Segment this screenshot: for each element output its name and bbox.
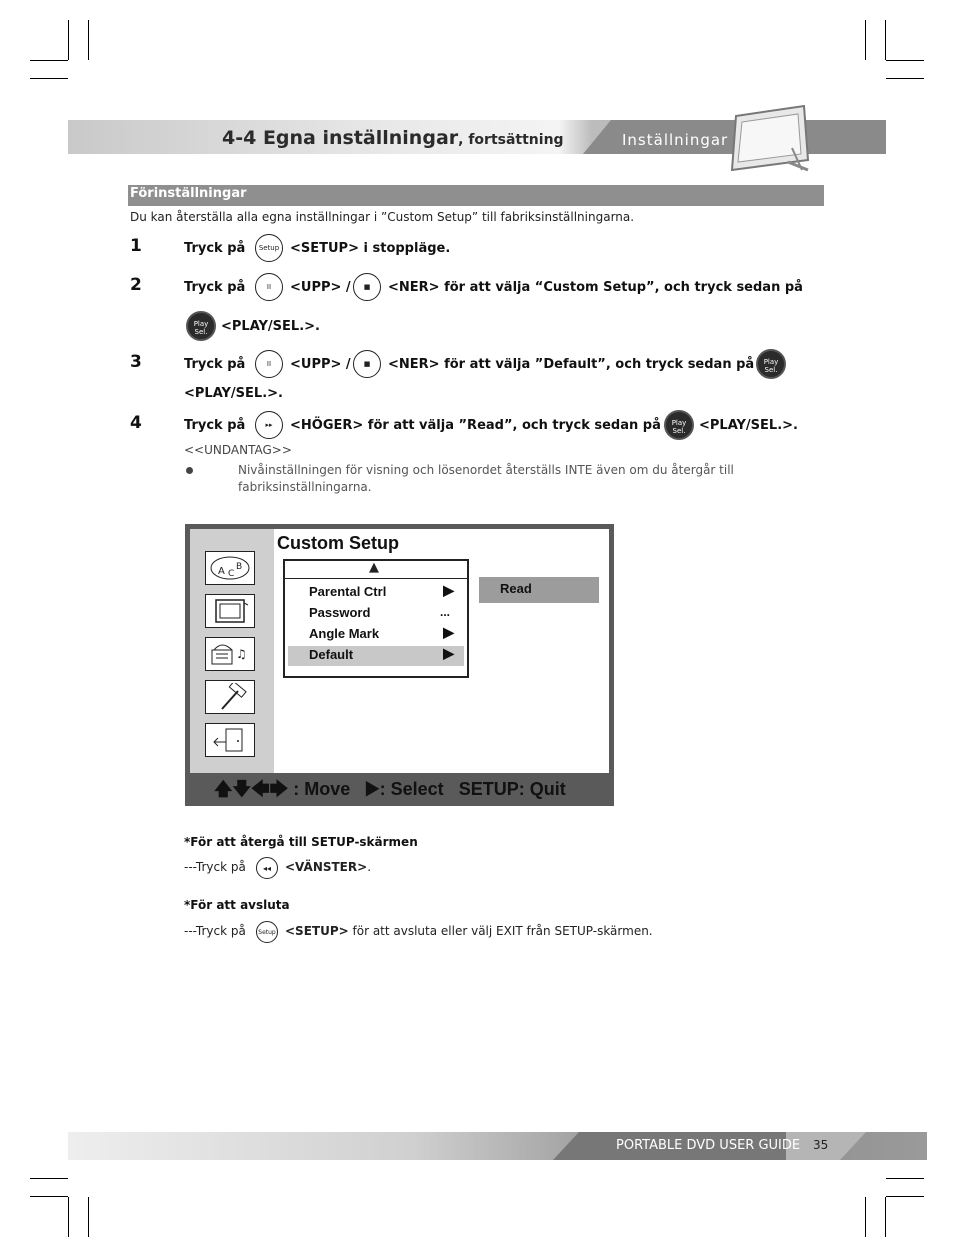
menu-item-parental-ctrl[interactable] — [288, 581, 464, 601]
step-number: 3 — [130, 352, 142, 372]
step-text: <SETUP> i stoppläge. — [290, 241, 451, 256]
step-number: 1 — [130, 236, 142, 256]
section-subtitle: , fortsättning — [458, 132, 564, 148]
menu-item-angle-mark[interactable] — [288, 623, 464, 643]
svg-text:A: A — [218, 566, 225, 577]
footer-quit: SETUP: Quit — [458, 779, 566, 799]
setup-button-icon: Setup — [256, 921, 278, 943]
footer-select: : Select — [379, 779, 444, 799]
left-button-icon: ◂◂ — [256, 857, 278, 879]
submenu-option-label: Read — [500, 581, 532, 596]
exception-label: <<UNDANTAG>> — [184, 443, 292, 457]
portable-dvd-player-icon — [722, 104, 814, 176]
svg-text:B: B — [236, 562, 243, 572]
setup-button-icon: Setup — [255, 234, 283, 262]
crop-mark — [30, 60, 68, 61]
tv-icon — [205, 594, 255, 628]
svg-text:♫: ♫ — [236, 647, 247, 661]
step-text: <UPP> / — [290, 357, 351, 372]
crop-mark — [30, 1196, 68, 1197]
bullet-icon — [186, 467, 193, 474]
exception-note: Nivåinställningen för visning och lösenordet återställs INTE även om du återgår till fabriksinställningarna. — [238, 463, 734, 494]
submenu-arrow-icon: ▶ — [443, 645, 454, 661]
subheading-text: Förinställningar — [130, 186, 247, 201]
step-text: Tryck på — [184, 357, 246, 372]
step-text: <PLAY/SEL.>. — [184, 386, 283, 401]
language-abc-icon — [205, 551, 255, 585]
crop-mark — [885, 20, 886, 60]
step-text: <HÖGER> för att välja ”Read”, och tryck sedan på — [290, 418, 661, 433]
select-arrow-icon: ▶ — [365, 779, 380, 799]
hammer-icon — [205, 680, 255, 714]
menu-item-label: Default — [309, 647, 354, 662]
submenu-option-read[interactable] — [479, 577, 599, 603]
exit-line: ---Tryck på — [184, 924, 246, 938]
intro-text: Du kan återställa alla egna inställningar i ”Custom Setup” till fabriksinställningarna. — [130, 210, 635, 224]
page-number: 35 — [813, 1138, 829, 1152]
section-number: 4-4 — [222, 127, 257, 149]
step-number: 2 — [130, 275, 142, 295]
step-text: Tryck på — [184, 241, 246, 256]
crop-mark — [30, 1178, 68, 1179]
menu-item-label: Parental Ctrl — [309, 584, 387, 599]
submenu-arrow-icon: ▶ — [443, 624, 454, 640]
speaker-music-icon — [205, 637, 255, 671]
menu-item-label: Password — [309, 605, 371, 620]
scroll-up-arrow-icon: ▲ — [369, 560, 379, 575]
submenu-arrow-icon: ▶ — [443, 582, 454, 598]
right-button-icon: ▸▸ — [255, 411, 283, 439]
step-text: <PLAY/SEL.>. — [699, 418, 798, 433]
up-button-icon: II — [255, 273, 283, 301]
crop-mark — [30, 78, 68, 79]
crop-mark — [865, 20, 866, 60]
up-button-icon: II — [255, 350, 283, 378]
play-sel-button-icon: Play Sel. — [186, 311, 216, 341]
screen-title: Custom Setup — [277, 533, 400, 553]
step-text: <UPP> / — [290, 280, 351, 295]
step-text: <PLAY/SEL.>. — [221, 319, 320, 334]
menu-item-ellipsis: ... — [439, 605, 450, 619]
crop-mark — [88, 1197, 89, 1237]
down-button-icon: ■ — [353, 273, 381, 301]
footer-move: : Move — [293, 779, 351, 799]
crop-mark — [865, 1197, 866, 1237]
step-text: Tryck på — [184, 418, 246, 433]
crop-mark — [886, 1178, 924, 1179]
screen-footer — [214, 777, 566, 807]
footer-guide-label: PORTABLE DVD USER GUIDE — [616, 1138, 801, 1153]
crop-mark — [886, 1196, 924, 1197]
section-title — [222, 127, 564, 149]
return-key-line: <VÄNSTER>. — [285, 860, 372, 874]
menu-item-label: Angle Mark — [309, 626, 380, 641]
step-text: Tryck på — [184, 280, 246, 295]
section-title-text: Egna inställningar — [262, 127, 459, 149]
step-text: <NER> för att välja “Custom Setup”, och tryck sedan på — [388, 280, 803, 295]
crop-mark — [886, 60, 924, 61]
exit-key-line: <SETUP> för att avsluta eller välj EXIT från SETUP-skärmen. — [285, 924, 653, 938]
crop-mark — [68, 20, 69, 60]
crop-mark — [68, 1197, 69, 1237]
header-chapter-label: Inställningar — [622, 131, 729, 149]
crop-mark — [88, 20, 89, 60]
menu-scroll-up[interactable] — [283, 559, 469, 579]
play-sel-button-icon: Play Sel. — [756, 349, 786, 379]
crop-mark — [885, 1197, 886, 1237]
subheading-bar — [128, 185, 824, 206]
menu-item-password[interactable] — [288, 602, 464, 622]
play-sel-button-icon: Play Sel. — [664, 410, 694, 440]
exit-icon — [205, 723, 255, 757]
navigation-arrows-icon: 🡅🡇🡄🡆 — [214, 779, 289, 799]
step-text: <NER> för att välja ”Default”, och tryck sedan på — [388, 357, 755, 372]
crop-mark — [886, 78, 924, 79]
return-line: ---Tryck på — [184, 860, 246, 874]
down-button-icon: ■ — [353, 350, 381, 378]
menu-item-default[interactable] — [288, 646, 464, 666]
svg-text:C: C — [228, 569, 235, 579]
exit-title: *För att avsluta — [184, 898, 290, 912]
step-number: 4 — [130, 413, 142, 433]
return-title: *För att återgå till SETUP-skärmen — [184, 835, 418, 849]
